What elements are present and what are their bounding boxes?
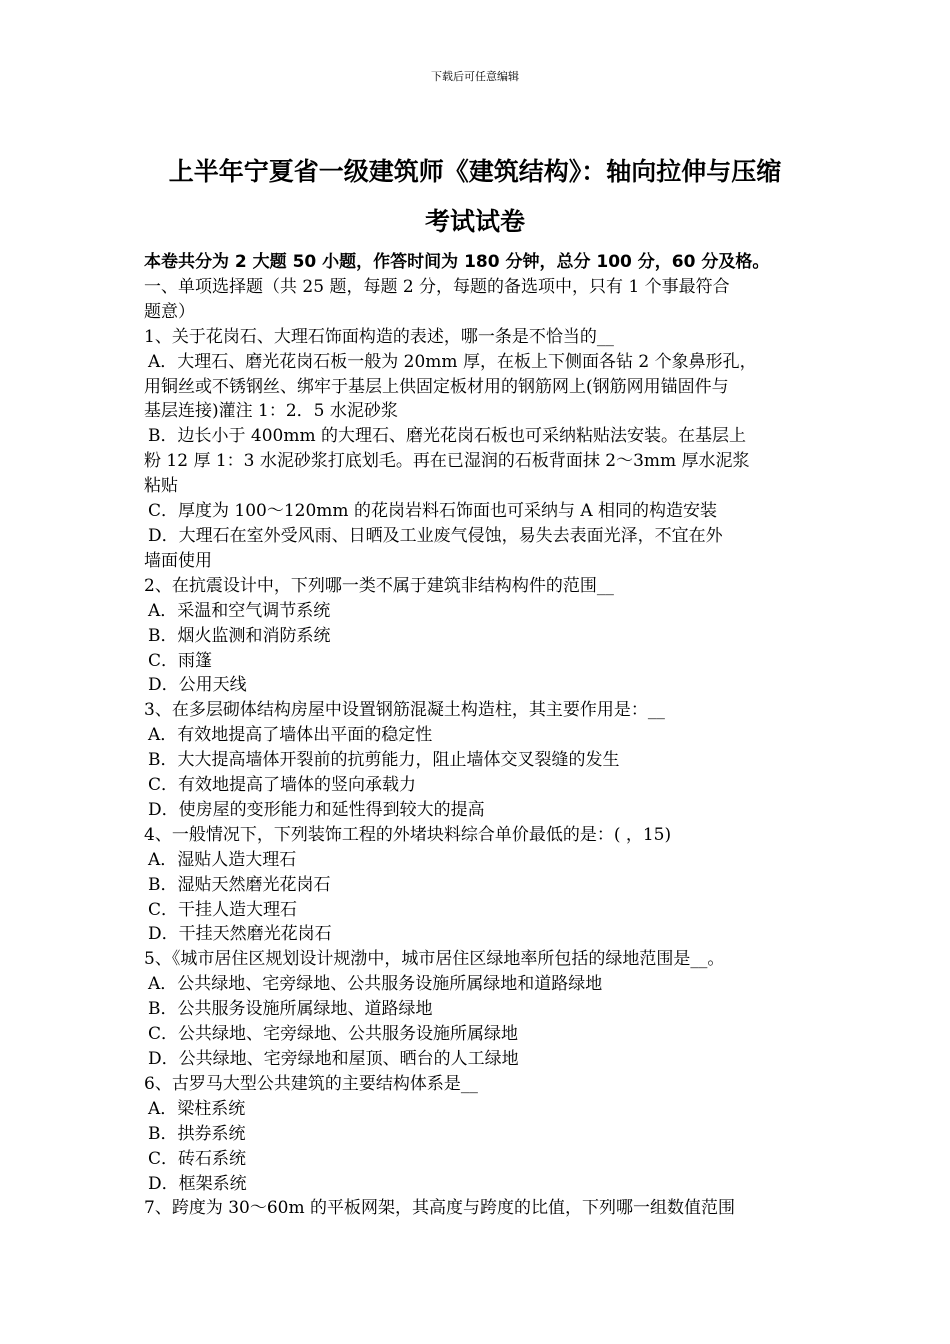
answer-option-line: D．干挂天然磨光花岗石 (148, 924, 332, 945)
question-text-line: 6、古罗马大型公共建筑的主要结构体系是__ (144, 1073, 478, 1094)
answer-option-line: B．公共服务设施所属绿地、道路绿地 (148, 999, 433, 1020)
question-list (144, 325, 812, 1222)
question-text-line: 4、一般情况下，下列装饰工程的外堵块料综合单价最低的是：( ，15) (144, 824, 672, 845)
answer-option-line: A．大理石、磨光花岗石板一般为 20mm 厚，在板上下侧面各钻 2 个象鼻形孔， (148, 351, 757, 372)
section-heading-line1: 一、单项选择题（共 25 题，每题 2 分，每题的备选项中，只有 1 个事最符合 (144, 276, 730, 297)
answer-option-line: B．拱券系统 (148, 1123, 246, 1144)
answer-option-line: A．梁柱系统 (148, 1098, 246, 1119)
answer-option-line: C．砖石系统 (148, 1148, 247, 1169)
question-text-line: 粉 12 厚 1：3 水泥砂浆打底划毛。再在已湿润的石板背面抹 2～3mm 厚水泥浆 (144, 451, 750, 472)
exam-intro: 本卷共分为 2 大题 50 小题，作答时间为 180 分钟，总分 100 分，60 分及格。 (144, 252, 770, 272)
answer-option-line: D．框架系统 (148, 1173, 247, 1194)
answer-option-line: D．使房屋的变形能力和延性得到较大的提高 (148, 799, 485, 820)
answer-option-line: D．公用天线 (148, 675, 247, 696)
answer-option-line: A．有效地提高了墙体出平面的稳定性 (148, 725, 433, 746)
document-body (144, 250, 812, 1221)
question-text-line: 用铜丝或不锈钢丝、绑牢于基层上供固定板材用的钢筋网上(钢筋网用锚固件与 (144, 376, 729, 397)
question-text-line: 墙面使用 (144, 550, 212, 571)
answer-option-line: D．公共绿地、宅旁绿地和屋顶、晒台的人工绿地 (148, 1049, 519, 1069)
question-text-line: 1、关于花岗石、大理石饰面构造的表述，哪一条是不恰当的__ (144, 326, 614, 347)
question-text-line: 5、《城市居住区规划设计规渤中，城市居住区绿地率所包括的绿地范围是__。 (144, 949, 725, 970)
answer-option-line: C．公共绿地、宅旁绿地、公共服务设施所属绿地 (148, 1024, 519, 1045)
answer-option-line: B．湿贴天然磨光花岗石 (148, 874, 331, 895)
answer-option-line: B．边长小于 400mm 的大理石、磨光花岗石板也可采纳粘贴法安装。在基层上 (148, 426, 746, 447)
answer-option-line: C．干挂人造大理石 (148, 899, 298, 920)
answer-option-line: A．公共绿地、宅旁绿地、公共服务设施所属绿地和道路绿地 (148, 974, 603, 995)
answer-option-line: A．采温和空气调节系统 (148, 600, 331, 621)
section-heading-line2: 题意） (144, 301, 195, 322)
question-text-line: 2、在抗震设计中，下列哪一类不属于建筑非结构构件的范围__ (144, 575, 614, 596)
document-title-line2: 考试试卷 (424, 207, 525, 236)
page-header: 下载后可任意编辑 (431, 70, 519, 83)
answer-option-line: C．雨篷 (148, 650, 213, 671)
answer-option-line: A．湿贴人造大理石 (148, 849, 297, 870)
question-text-line: 3、在多层砌体结构房屋中设置钢筋混凝土构造柱，其主要作用是：__ (144, 700, 665, 721)
question-text-line: 基层连接)灌注 1：2．5 水泥砂浆 (144, 401, 398, 422)
answer-option-line: D．大理石在室外受风雨、日晒及工业废气侵蚀，易失去表面光泽，不宜在外 (148, 525, 723, 546)
answer-option-line: B．烟火监测和消防系统 (148, 625, 331, 646)
question-text-line: 粘贴 (144, 476, 178, 497)
answer-option-line: C．厚度为 100～120mm 的花岗岩料石饰面也可采纳与 A 相同的构造安装 (148, 501, 718, 522)
answer-option-line: B．大大提高墙体开裂前的抗剪能力，阻止墙体交叉裂缝的发生 (148, 750, 620, 771)
document-title-line1: 上半年宁夏省一级建筑师《建筑结构》：轴向拉伸与压缩 (168, 157, 782, 186)
question-text-line: 7、跨度为 30～60m 的平板网架，其高度与跨度的比值，下列哪一组数值范围 (144, 1198, 736, 1219)
answer-option-line: C．有效地提高了墙体的竖向承载力 (148, 775, 417, 796)
